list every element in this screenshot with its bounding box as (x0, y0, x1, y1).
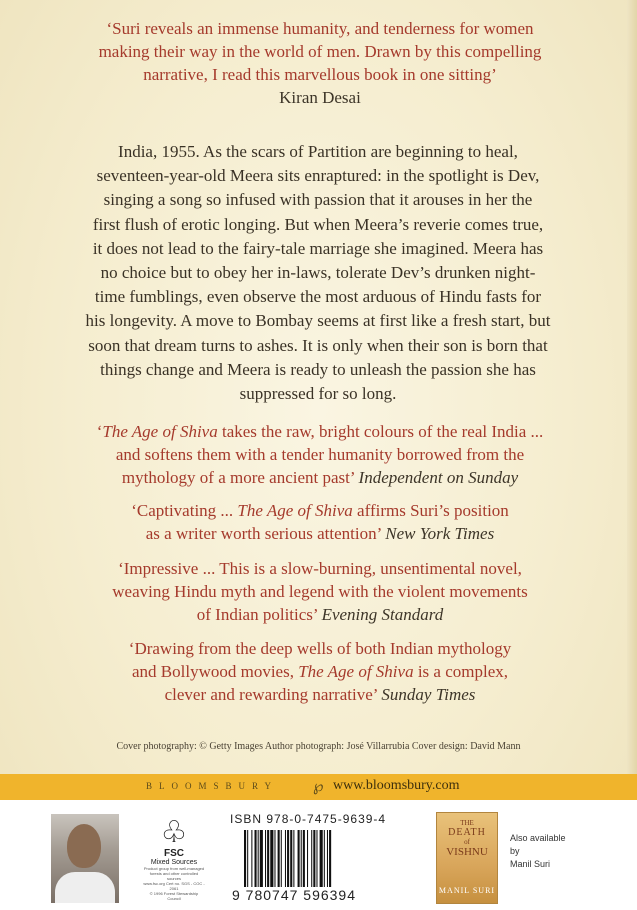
also-available-line: Manil Suri (510, 859, 551, 869)
publisher-band (0, 774, 637, 800)
quote-top-line: narrative, I read this marvellous book in one sitting’ (143, 65, 497, 84)
publisher-url: www.bloomsbury.com (333, 778, 460, 793)
review-text: takes the raw, bright colours of the real India ... (217, 422, 544, 441)
review-independent (40, 420, 600, 489)
quote-top (40, 17, 600, 109)
review-text: as a writer worth serious attention’ (145, 524, 386, 543)
synopsis (52, 140, 584, 406)
review-text: ‘Captivating ... (131, 501, 238, 520)
book-title: The Age of Shiva (237, 501, 353, 520)
quote-mark: ‘ (96, 422, 103, 441)
publisher-name: BLOOMSBURY (146, 781, 279, 791)
fsc-fine-print: forests and other controlled sources (149, 871, 199, 881)
barcode-digits: 9 780747 596394 (232, 887, 356, 903)
cover-credits: Cover photography: © Getty Images Author photograph: José Villarrubia Cover design: David Mann (116, 741, 521, 752)
review-source: Sunday Times (381, 685, 476, 704)
synopsis-line: his longevity. A move to Bombay seems at first like a fresh start, but (85, 311, 551, 331)
synopsis-line: singing a song so infused with passion that it arouses in her the (103, 190, 533, 210)
other-book-cover (436, 812, 498, 904)
synopsis-line: it does not lead to the fairy-tale marriage she imagined. Meera has (92, 238, 544, 258)
isbn-text: ISBN 978-0-7475-9639-4 (230, 812, 387, 826)
quote-top-source: Kiran Desai (279, 88, 361, 107)
review-evening-standard (40, 557, 600, 626)
review-text: ‘Drawing from the deep wells of both Indian mythology (128, 639, 512, 658)
book-title: The Age of Shiva (298, 662, 414, 681)
also-available-line: by (510, 846, 520, 856)
synopsis-line: India, 1955. As the scars of Partition are beginning to heal, (118, 142, 518, 161)
other-book-author: MANIL SURI (438, 886, 496, 895)
synopsis-line: seventeen-year-old Meera sits enraptured: in the spotlight is Dev, (96, 166, 540, 186)
other-book-death: DEATH (448, 827, 486, 838)
synopsis-line: time fumblings, even observe the most arduous of Hindu fasts for (94, 287, 542, 307)
other-book-the: THE (460, 819, 474, 827)
synopsis-line: no choice but to obey her in-laws, tolerate Dev’s drunken night- (100, 263, 536, 283)
fsc-fine-print: © 1996 Forest Stewardship Council (149, 891, 199, 901)
review-text: and Bollywood movies, (131, 662, 299, 681)
other-book-of: of (464, 838, 470, 846)
fsc-label: Mixed Sources (150, 859, 198, 866)
bloomsbury-logo-icon: ℘ (313, 779, 324, 795)
author-face (67, 824, 101, 868)
other-book-vishnu: VISHNU (446, 846, 488, 858)
quote-top-line: making their way in the world of men. Drawn by this compelling (98, 42, 542, 61)
fsc-fine-print: www.fsc.org Cert no. SGS - COC - 2061 (143, 881, 205, 891)
review-text: weaving Hindu myth and legend with the violent movements (112, 582, 528, 601)
book-title: The Age of Shiva (102, 422, 218, 441)
review-text: clever and rewarding narrative’ (164, 685, 382, 704)
author-shirt (55, 872, 115, 903)
synopsis-line: things change and Meera is ready to unleash the passion she has (100, 359, 536, 379)
fsc-logo (143, 818, 205, 901)
fsc-tree-icon: ♧ (160, 816, 188, 849)
also-available-line: Also available (510, 833, 566, 843)
review-source: New York Times (385, 524, 495, 543)
review-text: and softens them with a tender humanity borrowed from the (115, 445, 525, 464)
review-text: affirms Suri’s position (352, 501, 509, 520)
synopsis-line: first flush of erotic longing. But when Meera’s reverie comes true, (92, 214, 544, 234)
synopsis-line: suppressed for so long. (239, 384, 397, 404)
review-source: Evening Standard (321, 605, 444, 624)
fsc-name: FSC (164, 848, 184, 859)
quote-top-line: ‘Suri reveals an immense humanity, and tenderness for women (106, 19, 534, 38)
author-photo (51, 814, 119, 903)
review-text: ‘Impressive ... This is a slow-burning, unsentimental novel, (118, 559, 522, 578)
also-available (510, 832, 566, 871)
review-text: mythology of a more ancient past’ (121, 468, 359, 487)
review-text: is a complex, (413, 662, 508, 681)
review-source: Independent on Sunday (358, 468, 519, 487)
fsc-fine-print: Product group from well-managed (143, 866, 205, 871)
review-text: of Indian politics’ (196, 605, 322, 624)
synopsis-line: soon that dream turns to ashes. It is only when their son is born that (88, 335, 548, 355)
review-nyt (40, 499, 600, 545)
review-sunday-times (40, 637, 600, 706)
